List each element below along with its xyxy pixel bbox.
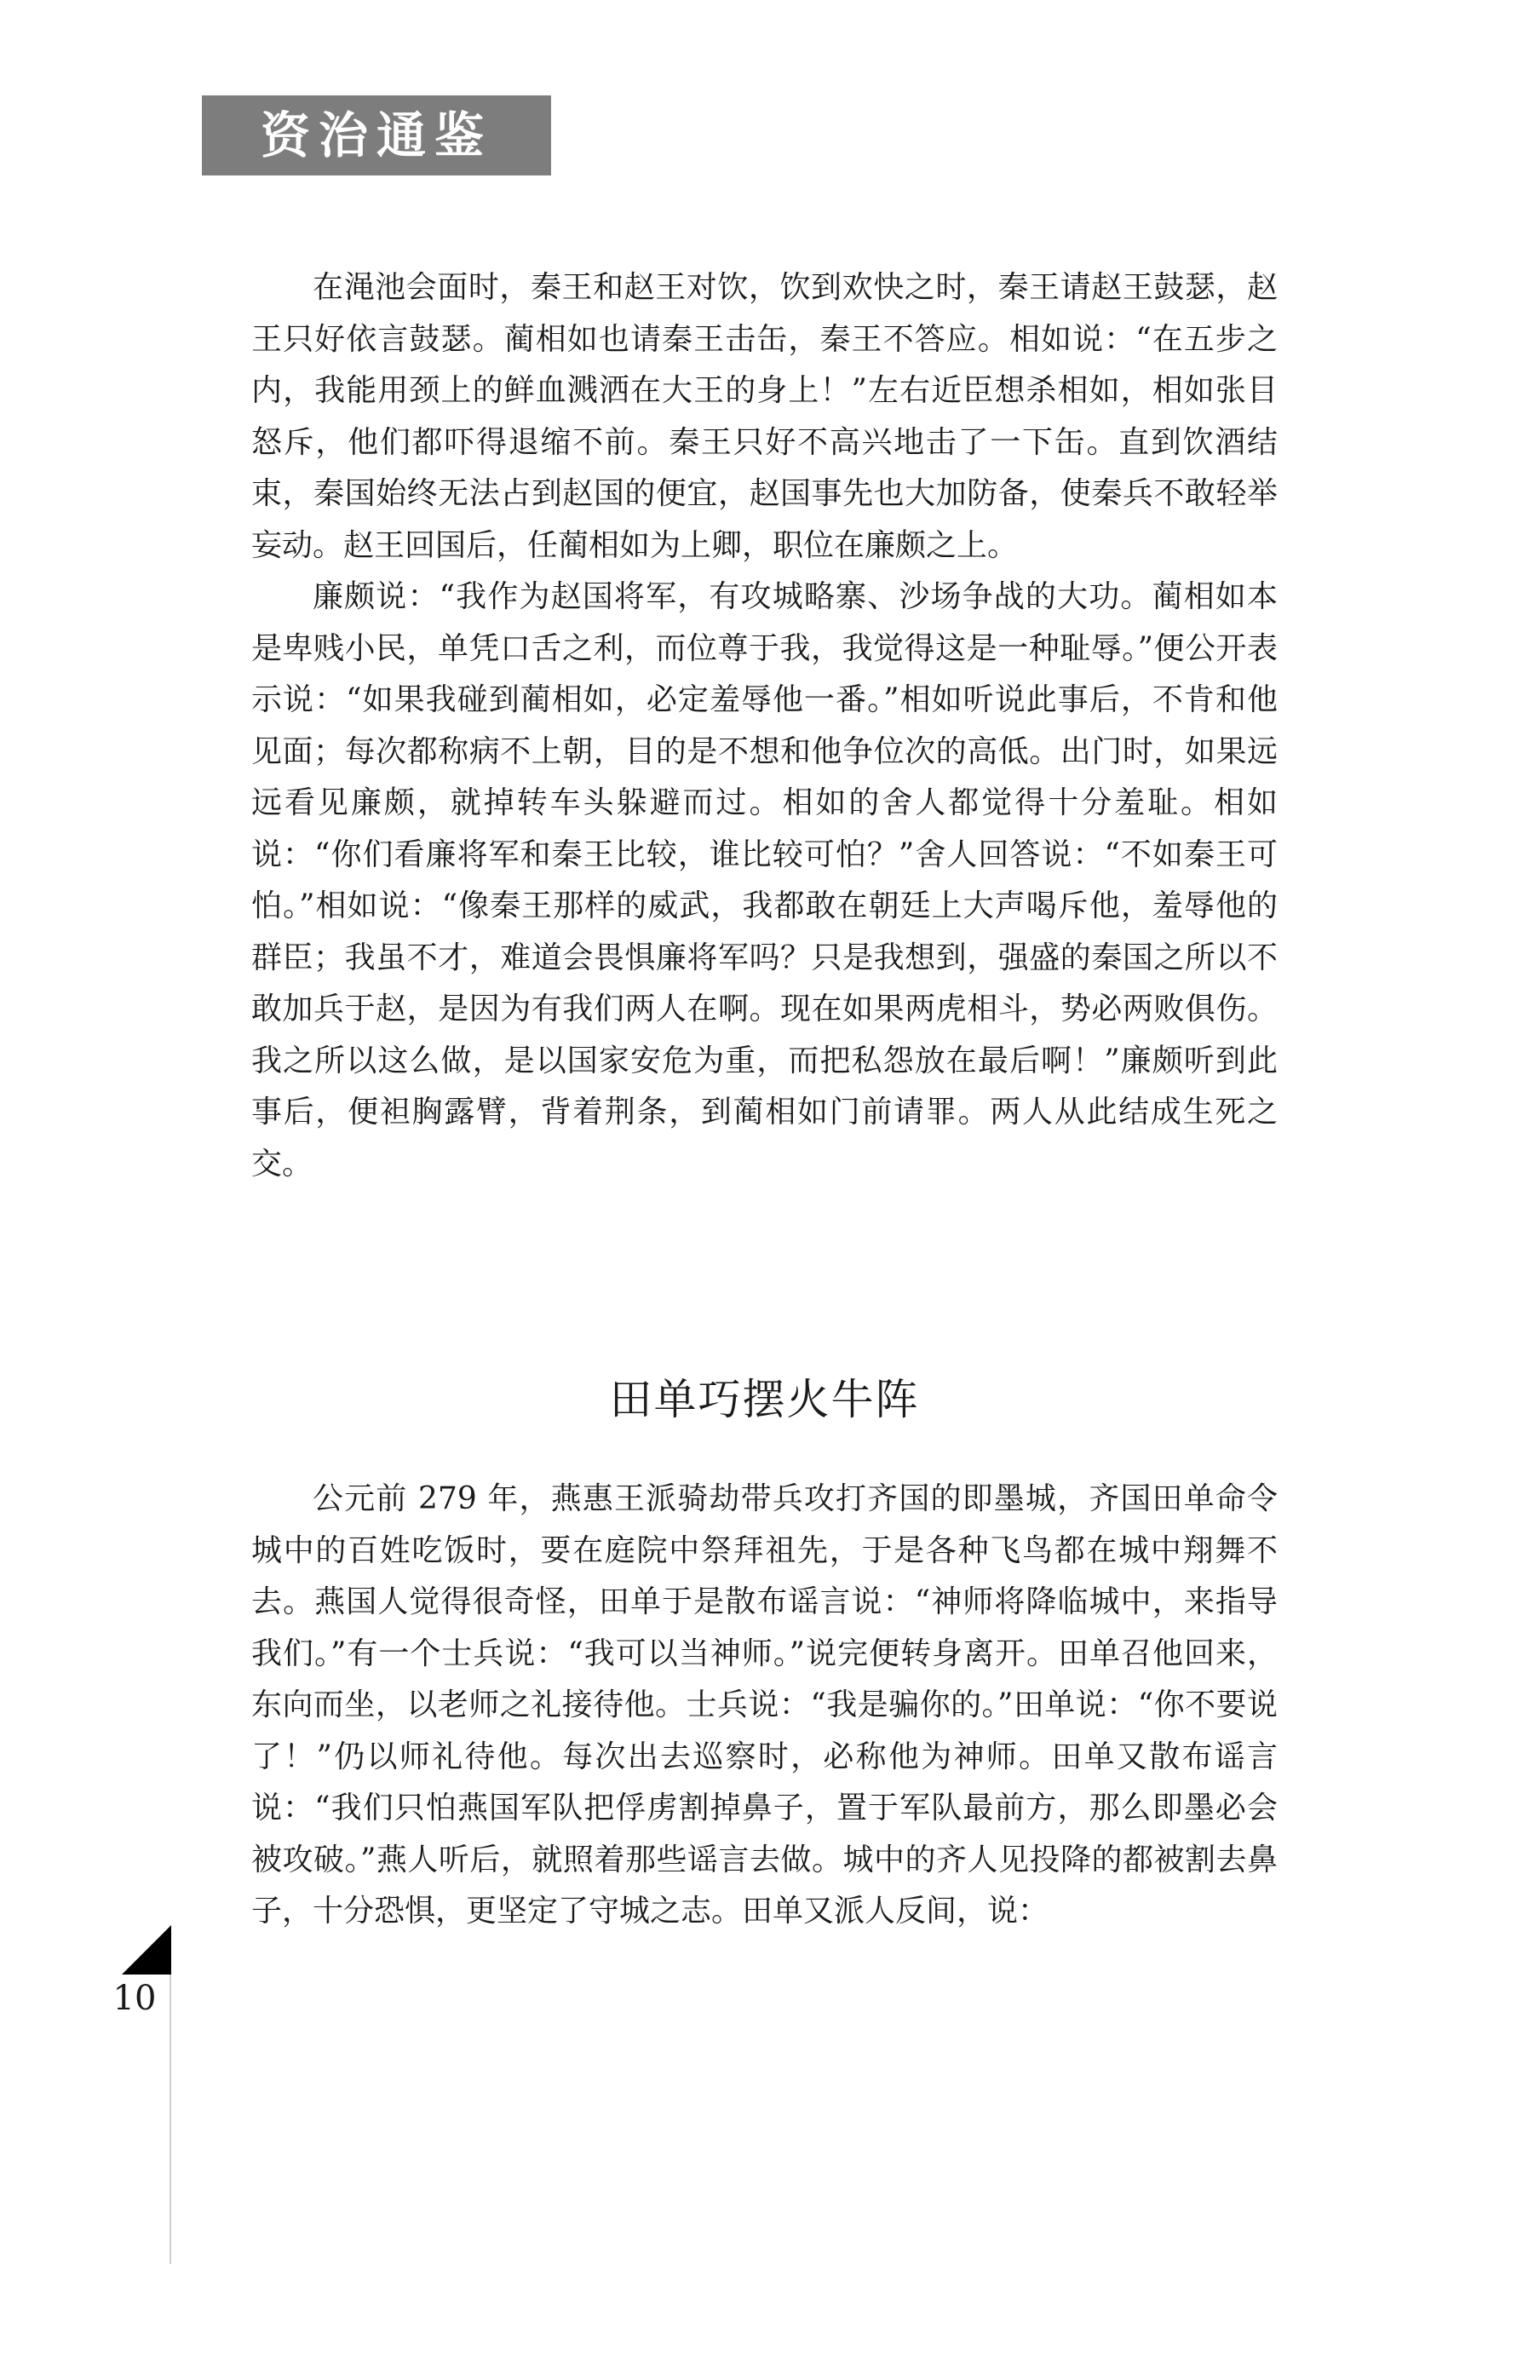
- paragraph: 在渑池会面时，秦王和赵王对饮，饮到欢快之时，秦王请赵王鼓瑟，赵王只好依言鼓瑟。蔺相如也请秦王击缶，秦王不答应。相如说：“在五步之内，我能用颈上的鲜血溅洒在大王的身上！”左右近臣想杀相如，相如张目怒斥，他们都吓得退缩不前。秦王只好不高兴地击了一下缶。直到饮酒结束，秦国始终无法占到赵国的便宜，赵国事先也大加防备，使秦兵不敢轻举妄动。赵王回国后，任蔺相如为上卿，职位在廉颇之上。: [251, 270, 1278, 563]
- text-block-2: [251, 1474, 1278, 1938]
- book-title: 资治通鉴: [260, 106, 492, 164]
- paragraph: 公元前 279 年，燕惠王派骑劫带兵攻打齐国的即墨城，齐国田单命令城中的百姓吃饭时，要在庭院中祭拜祖先，于是各种飞鸟都在城中翔舞不去。燕国人觉得很奇怪，田单于是散布谣言说：“神师将降临城中，来指导我们。”有一个士兵说：“我可以当神师。”说完便转身离开。田单召他回来，东向而坐，以老师之礼接待他。士兵说：“我是骗你的。”田单说：“你不要说了！”仍以师礼待他。每次出去巡察时，必称他为神师。田单又散布谣言说：“我们只怕燕国军队把俘虏割掉鼻子，置于军队最前方，那么即墨必会被攻破。”燕人听后，就照着那些谣言去做。城中的齐人见投降的都被割去鼻子，十分恐惧，更坚定了守城之志。田单又派人反间，说：: [251, 1481, 1278, 1929]
- book-title-banner: [202, 95, 551, 175]
- text-block-1: [251, 262, 1278, 1190]
- section-title: 田单巧摆火牛阵: [609, 1375, 920, 1424]
- page-number: 10: [112, 1979, 157, 2018]
- page-corner-triangle: [122, 1925, 171, 1975]
- margin-rule: [170, 1975, 171, 2264]
- paragraph: 廉颇说：“我作为赵国将军，有攻城略寨、沙场争战的大功。蔺相如本是卑贱小民，单凭口舌之利，而位尊于我，我觉得这是一种耻辱。”便公开表示说：“如果我碰到蔺相如，必定羞辱他一番。”相如听说此事后，不肯和他见面；每次都称病不上朝，目的是不想和他争位次的高低。出门时，如果远远看见廉颇，就掉转车头躲避而过。相如的舍人都觉得十分羞耻。相如说：“你们看廉将军和秦王比较，谁比较可怕？”舍人回答说：“不如秦王可怕。”相如说：“像秦王那样的威武，我都敢在朝廷上大声喝斥他，羞辱他的群臣；我虽不才，难道会畏惧廉将军吗？只是我想到，强盛的秦国之所以不敢加兵于赵，是因为有我们两人在啊。现在如果两虎相斗，势必两败俱伤。我之所以这么做，是以国家安危为重，而把私怨放在最后啊！”廉颇听到此事后，便袒胸露臂，背着荆条，到蔺相如门前请罪。两人从此结成生死之交。: [251, 579, 1278, 1181]
